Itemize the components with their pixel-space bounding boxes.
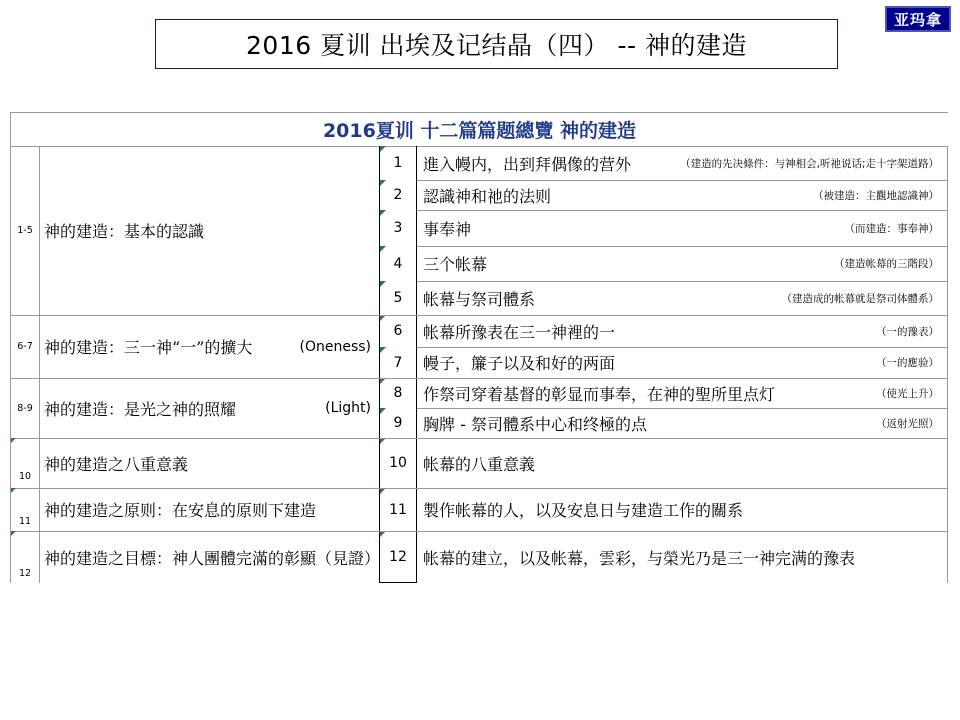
item-number: 2: [379, 180, 417, 210]
table-row: [417, 281, 948, 315]
group-topic-text: 神的建造之八重意義: [44, 454, 189, 474]
item-title: 事奉神: [423, 219, 472, 239]
group-topic: [39, 488, 379, 531]
item-note: （建造的先决條件：与神相会,听祂说话;走十字架道路）: [680, 157, 939, 170]
cell-marker: [11, 531, 16, 536]
row-divider: [417, 408, 948, 409]
item-title: 三个帐幕: [423, 255, 488, 274]
item-title: 進入幔内，出到拜偶像的营外: [423, 154, 632, 174]
item-note: （一的應验）: [876, 357, 939, 369]
group-topic-text: 神的建造之目標：神人團體完滿的彰顯（見證）: [44, 548, 381, 568]
item-title: 帐幕的八重意義: [423, 454, 536, 474]
row-divider: [417, 180, 948, 181]
item-number: 5: [379, 281, 417, 315]
group-range: 8-9: [17, 402, 33, 414]
item-note: （返射光照）: [876, 417, 939, 430]
item-number: 9: [379, 408, 417, 438]
table-row: [417, 408, 948, 438]
item-number: 12: [379, 531, 417, 583]
table-row: [417, 438, 948, 488]
item-note: （建造成的帐幕就是祭司体體系）: [781, 292, 939, 305]
item-title: 認識神和祂的法则: [423, 186, 552, 206]
row-divider: [417, 210, 948, 211]
cell-marker: [11, 488, 16, 493]
row-divider: [417, 281, 948, 282]
table-row: [417, 531, 948, 583]
item-number: 1: [379, 146, 417, 180]
table-row: [417, 347, 948, 378]
item-number: 4: [379, 246, 417, 281]
item-title: 幔子，簾子以及和好的两面: [423, 354, 616, 373]
group-topic-text: 神的建造：三一神“一”的擴大: [44, 338, 253, 357]
item-title: 帐幕与祭司體系: [423, 289, 536, 309]
item-note: （被建造：主觀地認識神）: [813, 189, 939, 202]
table-row: [417, 210, 948, 246]
group-divider: [11, 378, 948, 379]
overview-table: [10, 112, 948, 583]
group-range: 10: [18, 471, 32, 482]
group-topic: [39, 531, 379, 583]
logo: 亚玛拿: [885, 6, 951, 32]
slide-title: 2016 夏训 出埃及记结晶（四） -- 神的建造: [246, 31, 747, 60]
group-topic-english: (Light): [325, 400, 371, 416]
row-divider: [417, 347, 948, 348]
group-divider: [11, 531, 948, 532]
table-row: [417, 315, 948, 347]
item-note: （一的豫表）: [876, 325, 939, 338]
table-row: [417, 146, 948, 180]
item-number: 8: [379, 378, 417, 408]
cell-marker: [11, 438, 16, 443]
item-number: 7: [379, 347, 417, 378]
item-title: 帐幕所豫表在三一神裡的一: [423, 322, 616, 342]
group-topic-text: 神的建造：是光之神的照耀: [44, 399, 237, 419]
item-note: （建造帐幕的三階段）: [834, 258, 939, 270]
item-number: 3: [379, 210, 417, 246]
item-title: 作祭司穿着基督的彰显而事奉，在神的聖所里点灯: [423, 384, 776, 404]
group-range: 11: [18, 516, 32, 527]
group-range: 12: [18, 568, 32, 579]
item-note: （而建造：事奉神）: [844, 222, 939, 235]
group-topic: [39, 146, 379, 315]
table-row: [417, 246, 948, 281]
item-number: 11: [379, 488, 417, 531]
group-topic-text: 神的建造：基本的認識: [44, 222, 205, 241]
group-topic: [39, 378, 379, 438]
table-row: [417, 488, 948, 531]
group-topic-english: (Oneness): [299, 338, 371, 355]
group-divider: [11, 315, 948, 316]
group-range: 6-7: [17, 341, 33, 352]
item-title: 胸牌 - 祭司體系中心和终極的点: [423, 414, 647, 434]
row-divider: [417, 246, 948, 247]
item-note: （使光上升）: [876, 387, 939, 400]
table-header: 2016夏训 十二篇篇题總覽 神的建造: [11, 113, 948, 147]
table-row: [417, 180, 948, 210]
group-topic: [39, 315, 379, 378]
table-row: [417, 378, 948, 408]
item-number: 10: [379, 438, 417, 488]
item-number: 6: [379, 315, 417, 347]
slide-title-box: [155, 19, 838, 69]
group-topic: [39, 438, 379, 488]
group-divider: [11, 438, 948, 439]
item-title: 帐幕的建立，以及帐幕，雲彩，与榮光乃是三一神完满的豫表: [423, 548, 856, 568]
group-topic-text: 神的建造之原则：在安息的原则下建造: [44, 501, 317, 520]
group-divider: [11, 488, 948, 489]
item-title: 製作帐幕的人，以及安息日与建造工作的關系: [423, 501, 744, 520]
group-range: 1-5: [17, 225, 33, 236]
